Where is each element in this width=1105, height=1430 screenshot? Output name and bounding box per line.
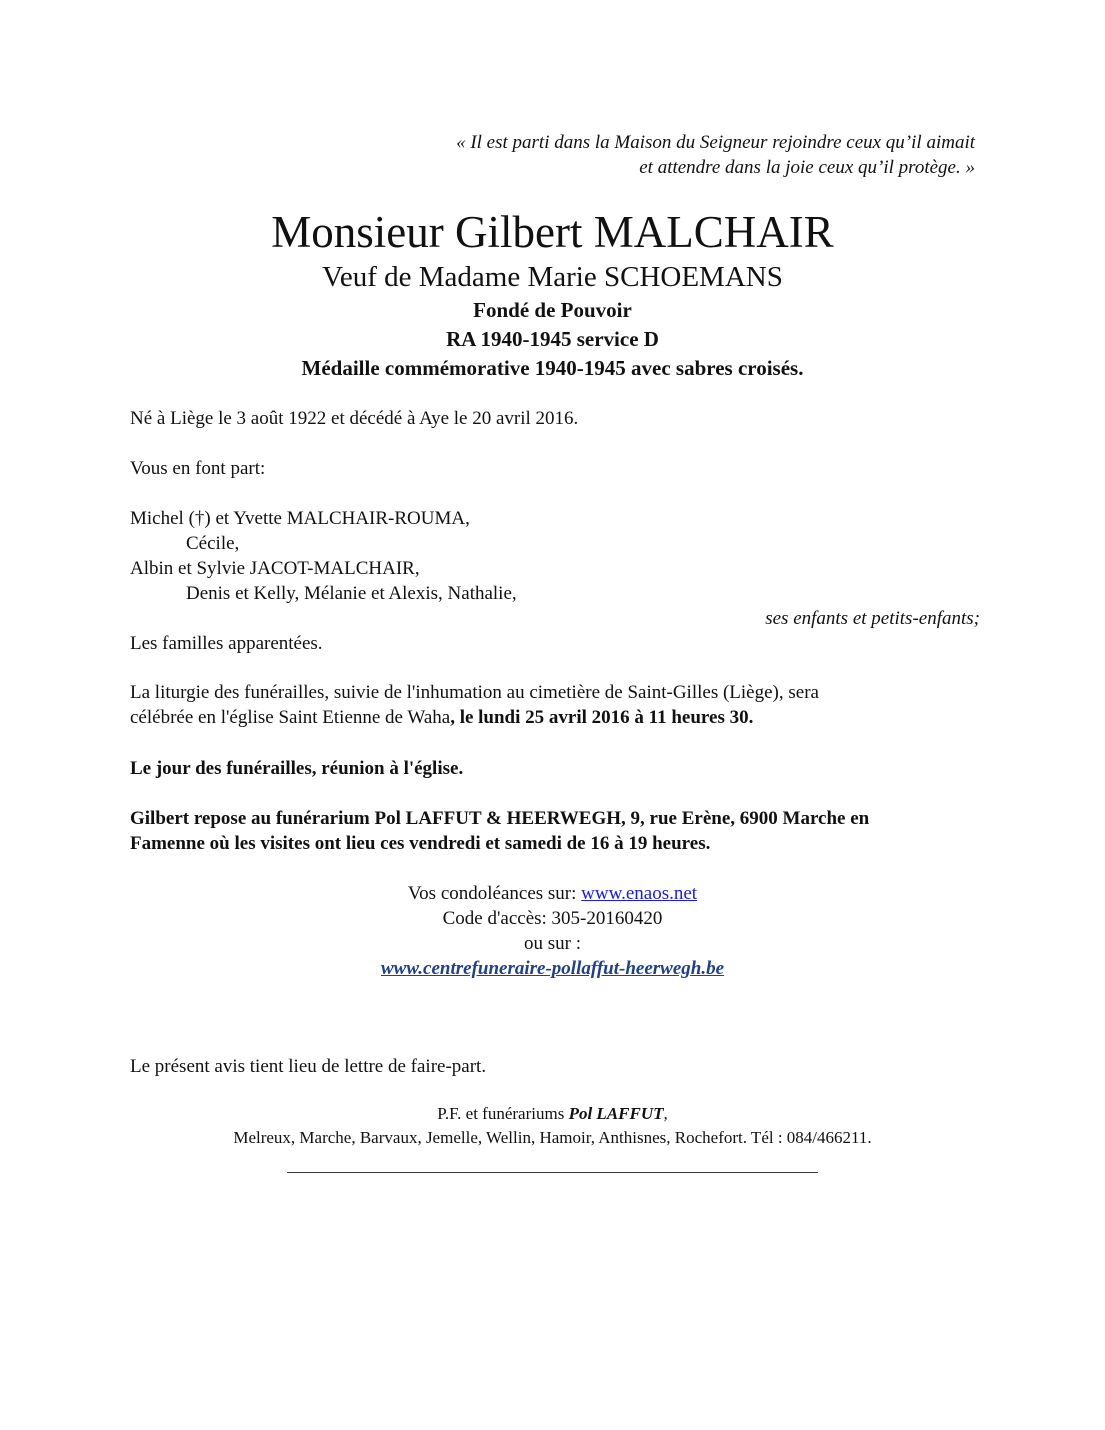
footer: [0, 1102, 1105, 1150]
family-relatives: Les familles apparentées.: [130, 633, 323, 654]
footer-locations: Melreux, Marche, Barvaux, Jemelle, Wellin, Hamoir, Anthisnes, Rochefort. Tél : 084/466211.: [233, 1128, 872, 1147]
notice-line: Le présent avis tient lieu de lettre de faire-part.: [130, 1056, 487, 1077]
spouse-line: Veuf de Madame Marie SCHOEMANS: [322, 261, 783, 293]
announce-line: Vous en font part:: [130, 458, 266, 479]
family-line-2: Cécile,: [186, 533, 240, 554]
family-relation: ses enfants et petits-enfants;: [765, 608, 980, 629]
visitation-block: [130, 806, 980, 856]
access-code: Code d'accès: 305-20160420: [442, 908, 663, 929]
ceremony-location: célébrée en l'église Saint Etienne de Waha: [130, 707, 451, 728]
title-medal: Médaille commémorative 1940-1945 avec sabres croisés.: [301, 356, 804, 380]
epigraph-line-2: et attendre dans la joie ceux qu’il protège. »: [639, 157, 975, 178]
condolences-prefix: Vos condoléances sur:: [407, 883, 582, 904]
condolences-block: [0, 881, 1105, 981]
condolences-line: [0, 881, 1105, 906]
family-line-1: Michel (†) et Yvette MALCHAIR-ROUMA,: [130, 508, 470, 529]
birth-death-line: Né à Liège le 3 août 1922 et décédé à Aye le 20 avril 2016.: [130, 408, 579, 429]
ceremony-line-1: La liturgie des funérailles, suivie de l'inhumation au cimetière de Saint-Gilles (Liège), sera: [130, 682, 819, 703]
visitation-line-2: Famenne où les visites ont lieu ces vendredi et samedi de 16 à 19 heures.: [130, 833, 711, 854]
or-label: ou sur :: [524, 933, 581, 954]
footer-suffix: ,: [663, 1104, 668, 1123]
ceremony-datetime: , le lundi 25 avril 2016 à 11 heures 30.: [450, 707, 754, 728]
meeting-line: Le jour des funérailles, réunion à l'église.: [130, 758, 464, 779]
visitation-line-1: Gilbert repose au funérarium Pol LAFFUT & HEERWEGH, 9, rue Erène, 6900 Marche en: [130, 808, 870, 829]
ceremony-line-2: [130, 705, 980, 730]
footer-prefix: P.F. et funérariums: [437, 1104, 569, 1123]
family-list: [130, 506, 980, 656]
enaos-link[interactable]: www.enaos.net: [581, 883, 698, 904]
title-service: RA 1940-1945 service D: [446, 327, 659, 351]
footer-company-line: [0, 1102, 1105, 1126]
title-profession: Fondé de Pouvoir: [473, 298, 632, 322]
ceremony-block: [130, 680, 980, 730]
family-line-3: Albin et Sylvie JACOT-MALCHAIR,: [130, 558, 420, 579]
family-line-4: Denis et Kelly, Mélanie et Alexis, Nathalie,: [186, 583, 517, 604]
funeral-center-link[interactable]: www.centrefuneraire-pollaffut-heerwegh.be: [380, 958, 725, 979]
deceased-name: Monsieur Gilbert MALCHAIR: [271, 207, 834, 257]
epigraph-line-1: « Il est parti dans la Maison du Seigneur rejoindre ceux qu’il aimait: [456, 132, 975, 153]
honors-block: [0, 296, 1105, 383]
footer-company: Pol LAFFUT: [568, 1104, 664, 1123]
footer-divider: [287, 1172, 818, 1173]
epigraph: [275, 130, 975, 180]
